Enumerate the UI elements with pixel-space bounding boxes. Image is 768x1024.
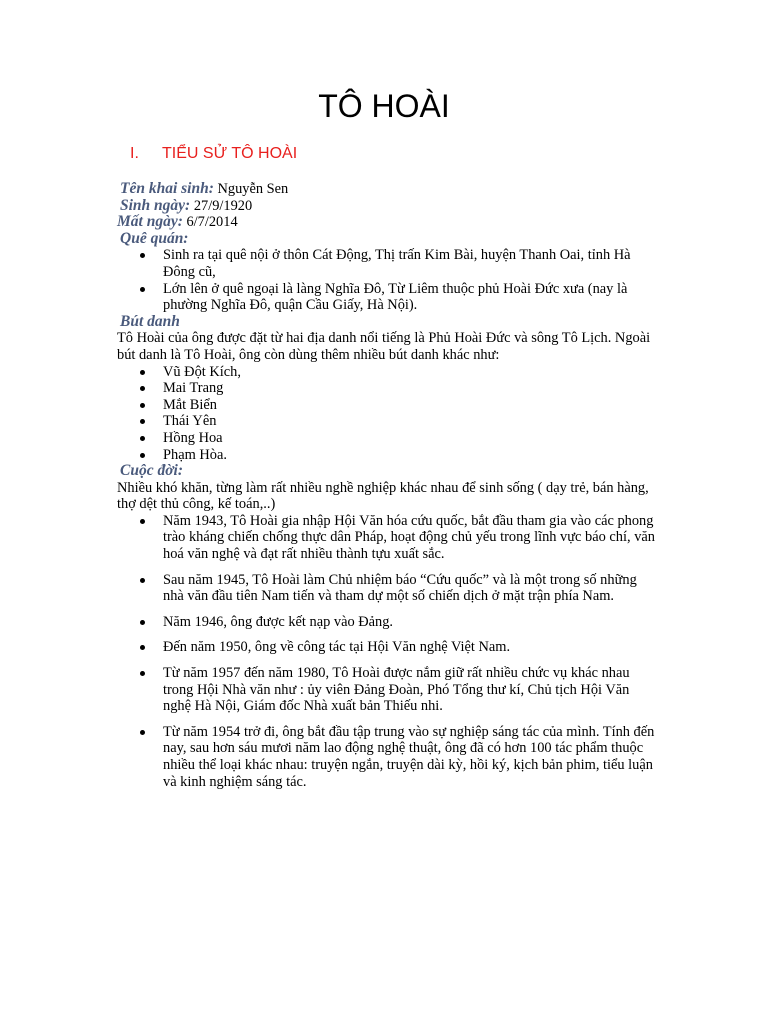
life-heading	[117, 463, 657, 480]
birth-date-value: 27/9/1920	[190, 197, 253, 214]
document-title: TÔ HOÀI	[318, 88, 450, 124]
list-item: Phạm Hòa.	[117, 447, 657, 464]
section-heading-text: TIỂU SỬ TÔ HOÀI	[162, 145, 298, 162]
list-item: Hồng Hoa	[117, 430, 657, 447]
list-item: Năm 1946, ông được kết nạp vào Đảng.	[117, 614, 657, 631]
list-item: Sinh ra tại quê nội ở thôn Cát Động, Thị trấn Kim Bài, huyện Thanh Oai, tỉnh Hà Đông cũ,	[117, 247, 657, 280]
biography-body	[117, 181, 657, 799]
section-heading	[130, 143, 297, 165]
life-events-list	[117, 513, 657, 790]
pen-name-list	[117, 364, 657, 464]
section-number: I.	[130, 145, 139, 162]
birth-date-line	[117, 198, 657, 215]
hometown-label: Quê quán:	[120, 229, 189, 247]
list-item: Đến năm 1950, ông về công tác tại Hội Văn nghệ Việt Nam.	[117, 639, 657, 656]
list-item: Vũ Đột Kích,	[117, 364, 657, 381]
list-item: Mai Trang	[117, 380, 657, 397]
list-item: Thái Yên	[117, 413, 657, 430]
life-intro: Nhiều khó khăn, từng làm rất nhiều nghề nghiệp khác nhau để sinh sống ( dạy trẻ, bán hàng, thợ dệt thủ công, kế toán,..)	[117, 479, 649, 513]
list-item: Mắt Biển	[117, 397, 657, 414]
birth-name-value: Nguyễn Sen	[213, 181, 289, 197]
pen-name-intro: Tô Hoài của ông được đặt từ hai địa danh nổi tiếng là Phủ Hoài Đức và sông Tô Lịch. Ngoài bút danh là Tô Hoài, ông còn dùng thêm nhiều bút danh khác như:	[117, 330, 651, 363]
birth-name-label: Tên khai sinh:	[120, 180, 214, 197]
list-item: Năm 1943, Tô Hoài gia nhập Hội Văn hóa cứu quốc, bắt đầu tham gia vào các phong trào kháng chiến chống thực dân Pháp, hoạt động chủ yếu trong lĩnh vực báo chí, văn hoá văn nghệ và đạt rất nhiều thành tựu xuất sắc.	[117, 513, 657, 563]
hometown-list	[117, 247, 657, 313]
death-date-line	[117, 214, 657, 231]
list-item: Sau năm 1945, Tô Hoài làm Chủ nhiệm báo “Cứu quốc” và là một trong số những nhà văn đầu tiên Nam tiến và tham dự một số chiến dịch ở mặt trận phía Nam.	[117, 572, 657, 605]
death-date-value: 6/7/2014	[182, 214, 238, 231]
list-item: Lớn lên ở quê ngoại là làng Nghĩa Đô, Từ Liêm thuộc phủ Hoài Đức xưa (nay là phường Nghĩa Đô, quận Cầu Giấy, Hà Nội).	[117, 281, 657, 314]
life-label: Cuộc đời:	[120, 462, 183, 480]
list-item: Từ năm 1954 trở đi, ông bắt đầu tập trung vào sự nghiệp sáng tác của mình. Tính đến nay, sau hơn sáu mươi năm lao động nghệ thuật, ông đã có hơn 100 tác phẩm thuộc nhiều thể loại khác nhau: truyện ngắn, truyện dài kỳ, hồi ký, kịch bản phim, tiểu luận và kinh nghiệm sáng tác.	[117, 724, 657, 790]
list-item: Từ năm 1957 đến năm 1980, Tô Hoài được nắm giữ rất nhiều chức vụ khác nhau trong Hội Nhà văn như : ủy viên Đảng Đoàn, Phó Tổng thư kí, Chủ tịch Hội Văn nghệ Hà Nội, Giám đốc Nhà xuất bản Thiếu nhi.	[117, 665, 657, 715]
birth-date-label: Sinh ngày:	[120, 196, 191, 214]
pen-name-heading	[117, 314, 657, 331]
pen-name-label: Bút danh	[120, 312, 180, 330]
death-date-label: Mất ngày:	[117, 213, 183, 231]
hometown-heading	[117, 231, 657, 248]
birth-name-line	[117, 181, 657, 198]
